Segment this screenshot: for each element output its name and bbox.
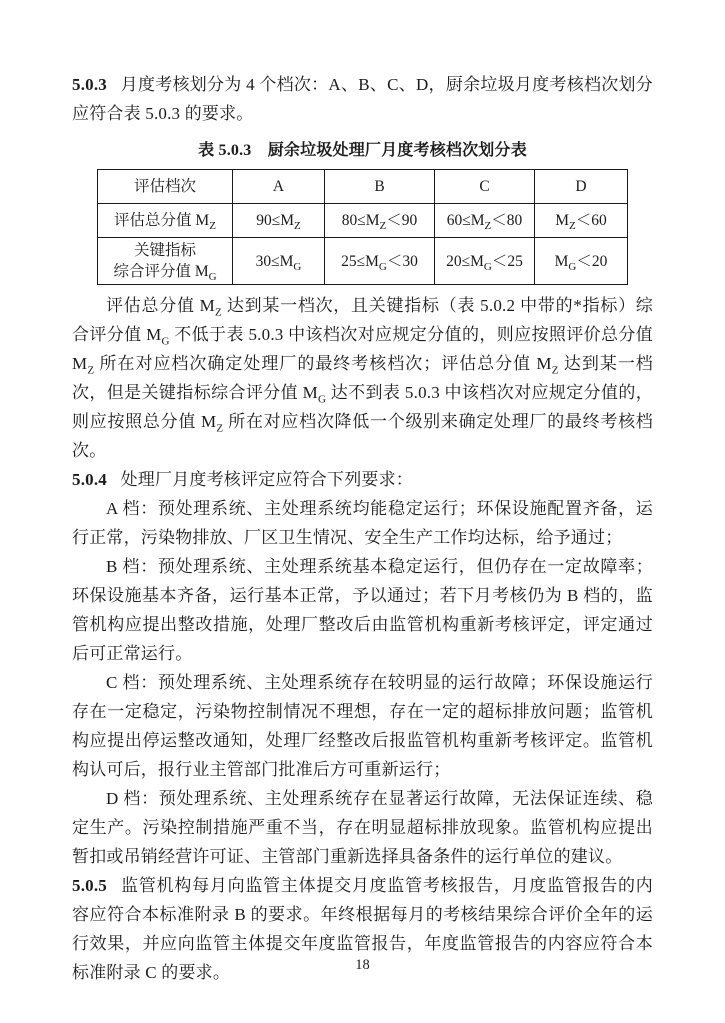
grade-d-paragraph: D 档：预处理系统、主处理系统存在显著运行故障，无法保证连续、稳定生产。污染控制措施严重不当，存在明显超标排放现象。监管机构应提出暂扣或吊销经营许可证、主管部门重新选择具备条件的运行单位的建议。 xyxy=(72,789,653,866)
grade-a-paragraph: A 档：预处理系统、主处理系统均能稳定运行；环保设施配置齐备，运行正常，污染物排放、厂区卫生情况、安全生产工作均达标，给予通过； xyxy=(72,499,653,547)
grade-a-header-cell: A xyxy=(233,170,325,204)
key-indicator-label-cell xyxy=(98,238,233,285)
total-score-c-cell: $60\le M_Z<80$ xyxy=(435,204,535,238)
clause-5-0-4-number: 5.0.4 xyxy=(72,470,107,489)
grade-division-table xyxy=(97,169,628,285)
grade-b-paragraph: B 档：预处理系统、主处理系统基本稳定运行，但仍存在一定故障率；环保设施基本齐备，运行基本正常，予以通过；若下月考核仍为 B 档的，监管机构应提出整改措施，处理厂整改后由监管机构重新考核评定，评定通过后可正常运行。 xyxy=(72,557,653,663)
table-caption: 表 5.0.3 厨余垃圾处理厂月度考核档次划分表 xyxy=(198,142,527,159)
key-indicator-c-cell: $20\le M_G<25$ xyxy=(435,238,535,285)
clause-5-0-4 xyxy=(72,465,653,494)
total-score-a-cell: $90\le M_Z$ xyxy=(233,204,325,238)
key-indicator-d-cell: $M_G<20$ xyxy=(535,238,628,285)
key-indicator-row xyxy=(98,238,628,285)
key-indicator-a-cell: $30\le M_G$ xyxy=(233,238,325,285)
grade-b-header-cell: B xyxy=(325,170,435,204)
grading-rule-paragraph: 评估总分值 $M_Z$ 达到某一档次，且关键指标（表 5.0.2 中带的*指标）综合评分值 $M_G$ 不低于表 5.0.3 中该档次对应规定分值的，则应按照评价总分值 $M_Z$ 所在对应档次确定处理厂的最终考核档次；评估总分值 $M_Z$ 达到某一档次，但是关键指标综合评分值 $M_G$ 达不到表 5.0.3 中该档次对应规定分值的，则应按照总分值 $M_Z$ 所在对应档次降低一个级别来确定处理厂的最终考核档次。 xyxy=(72,296,654,460)
clause-5-0-4-text: 处理厂月度考核评定应符合下列要求： xyxy=(120,470,413,489)
clause-5-0-5-number: 5.0.5 xyxy=(72,876,107,895)
table-header-row xyxy=(98,170,628,204)
page-footer xyxy=(0,957,725,973)
clause-5-0-3-text: 月度考核划分为 4 个档次：A、B、C、D，厨余垃圾月度考核档次划分应符合表 5.0.3 的要求。 xyxy=(72,75,653,123)
grade-c-paragraph: C 档：预处理系统、主处理系统存在较明显的运行故障；环保设施运行存在一定稳定，污染物控制情况不理想，存在一定的超标排放问题；监管机构应提出停运整改通知，处理厂经整改后报监管机构重新考核评定。监管机构认可后，报行业主管部门批准后方可重新运行； xyxy=(72,673,653,779)
key-indicator-label-line2: 综合评分值 $M_G$ xyxy=(113,263,217,284)
clause-5-0-5-text: 监管机构每月向监管主体提交月度监管考核报告，月度监管报告的内容应符合本标准附录 B 的要求。年终根据每月的考核结果综合评价全年的运行效果，并应向监管主体提交年度监管报告，年度监管报告的内容应符合本标准附录 C 的要求。 xyxy=(72,876,653,982)
page-number: 18 xyxy=(355,957,370,973)
grade-d-header-cell: D xyxy=(535,170,628,204)
grade-c-header-cell: C xyxy=(435,170,535,204)
clause-5-0-3-number: 5.0.3 xyxy=(72,75,107,94)
clause-5-0-3 xyxy=(72,70,653,128)
key-indicator-b-cell: $25\le M_G<30$ xyxy=(325,238,435,285)
total-score-b-cell: $80\le M_Z<90$ xyxy=(325,204,435,238)
corner-label-cell: 评估档次 xyxy=(98,170,233,204)
key-indicator-label-line1: 关键指标 xyxy=(133,242,196,259)
total-score-d-cell: $M_Z<60$ xyxy=(535,204,628,238)
total-score-row xyxy=(98,204,628,238)
total-score-label-cell: 评估总分值 $M_Z$ xyxy=(98,204,233,238)
